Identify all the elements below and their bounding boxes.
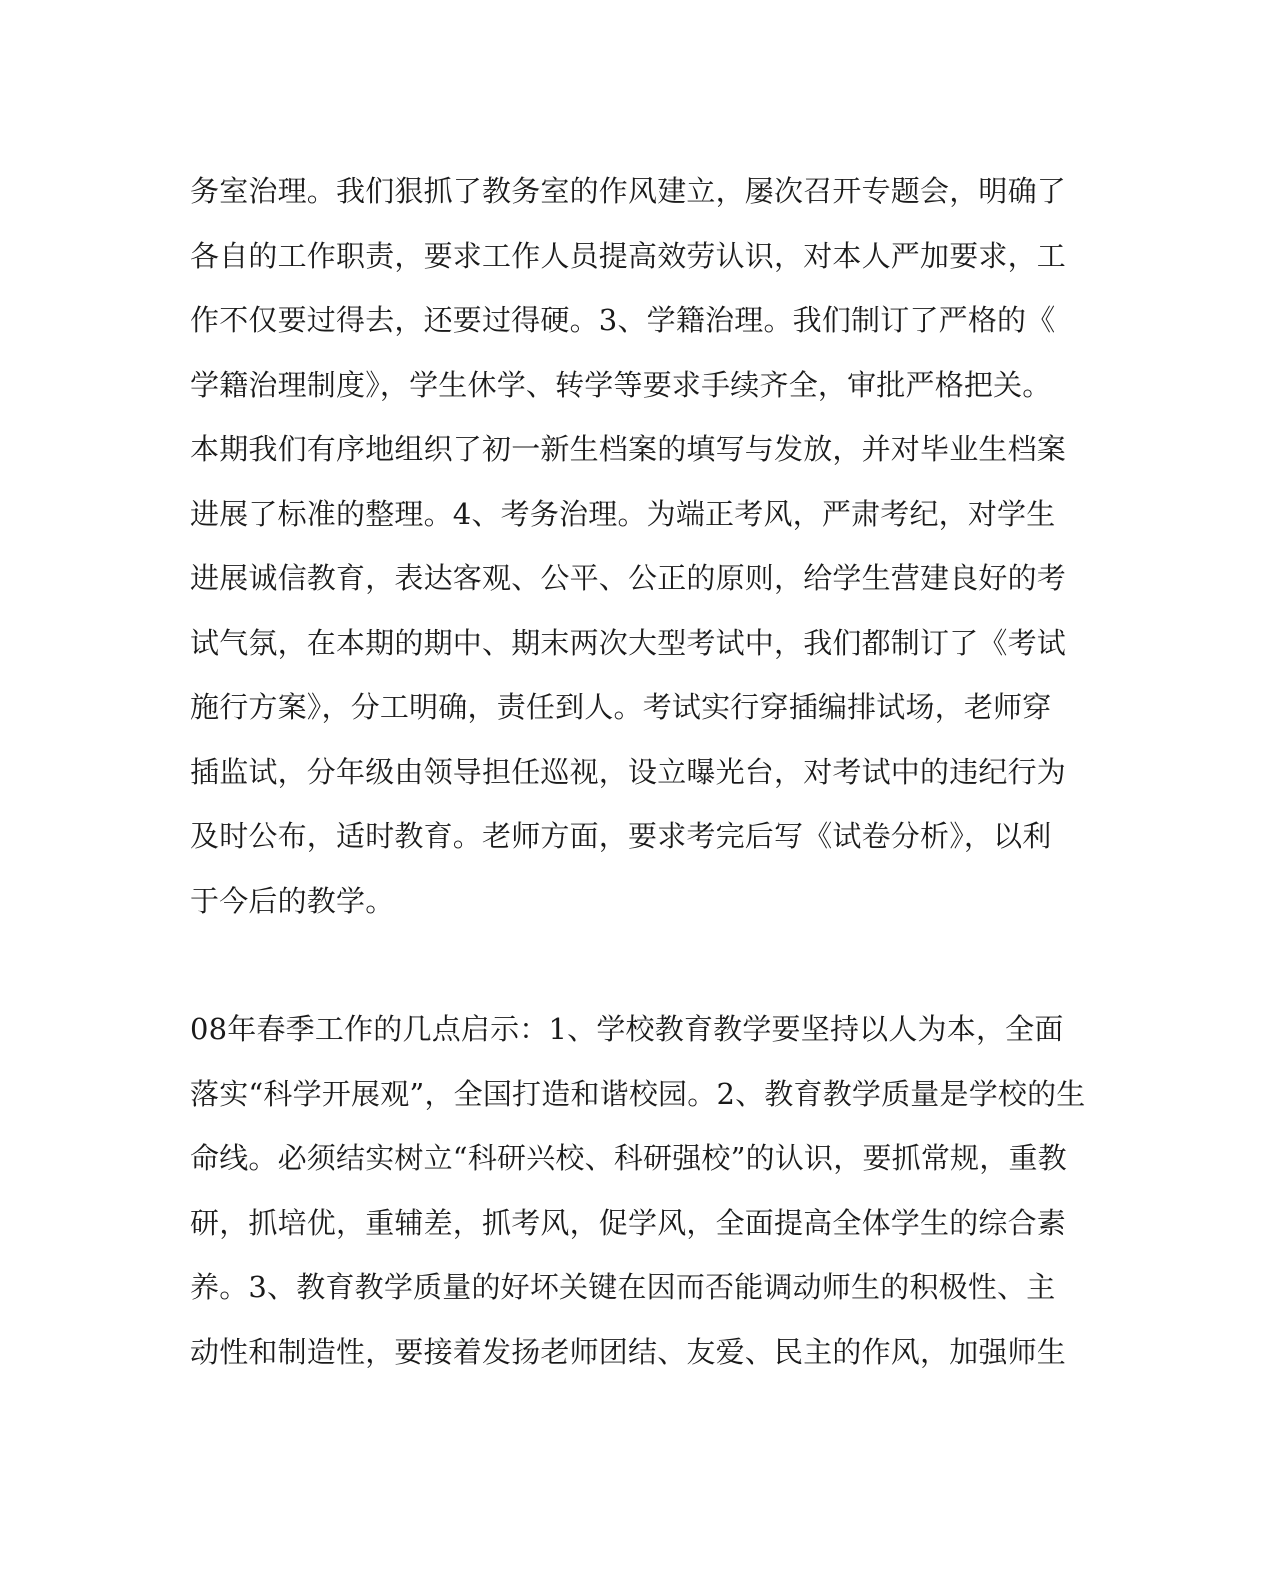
text-line: 务室治理。我们狠抓了教务室的作风建立，屡次召开专题会，明确了 <box>190 174 1067 208</box>
text-line: 研，抓培优，重辅差，抓考风，促学风，全面提高全体学生的综合素 <box>190 1205 1067 1240</box>
text-line: 及时公布，适时教育。老师方面，要求考完后写《试卷分析》，以利 <box>190 819 1052 853</box>
text-line: 进展诚信教育，表达客观、公平、公正的原则，给学生营建良好的考 <box>190 561 1067 595</box>
paragraph-spring-insights <box>190 1002 1090 1389</box>
text-line: 进展了标准的整理。4、考务治理。为端正考风，严肃考纪，对学生 <box>190 496 1056 531</box>
text-line: 各自的工作职责，要求工作人员提高效劳认识，对本人严加要求，工 <box>190 238 1067 273</box>
text-line: 08年春季工作的几点启示：1、学校教育教学要坚持以人为本，全面 <box>190 1012 1064 1046</box>
text-line: 养。3、教育教学质量的好坏关键在因而否能调动师生的积极性、主 <box>190 1270 1056 1304</box>
text-line: 施行方案》，分工明确，责任到人。考试实行穿插编排试场，老师穿 <box>190 690 1052 724</box>
text-line: 插监试，分年级由领导担任巡视，设立曝光台，对考试中的违纪行为 <box>190 754 1067 789</box>
text-line: 命线。必须结实树立“科研兴校、科研强校”的认识，要抓常规，重教 <box>190 1141 1067 1175</box>
text-line: 于今后的教学。 <box>190 883 395 918</box>
text-line: 动性和制造性，要接着发扬老师团结、友爱、民主的作风，加强师生 <box>190 1334 1067 1369</box>
text-line: 试气氛，在本期的期中、期末两次大型考试中，我们都制订了《考试 <box>190 625 1067 660</box>
text-line: 学籍治理制度》，学生休学、转学等要求手续齐全，审批严格把关。 <box>190 367 1052 402</box>
text-line: 作不仅要过得去，还要过得硬。3、学籍治理。我们制订了严格的《 <box>190 303 1056 337</box>
paragraph-teaching-management <box>190 164 1090 938</box>
text-line: 本期我们有序地组织了初一新生档案的填写与发放，并对毕业生档案 <box>190 432 1067 466</box>
text-line: 落实“科学开展观”，全国打造和谐校园。2、教育教学质量是学校的生 <box>190 1076 1086 1111</box>
